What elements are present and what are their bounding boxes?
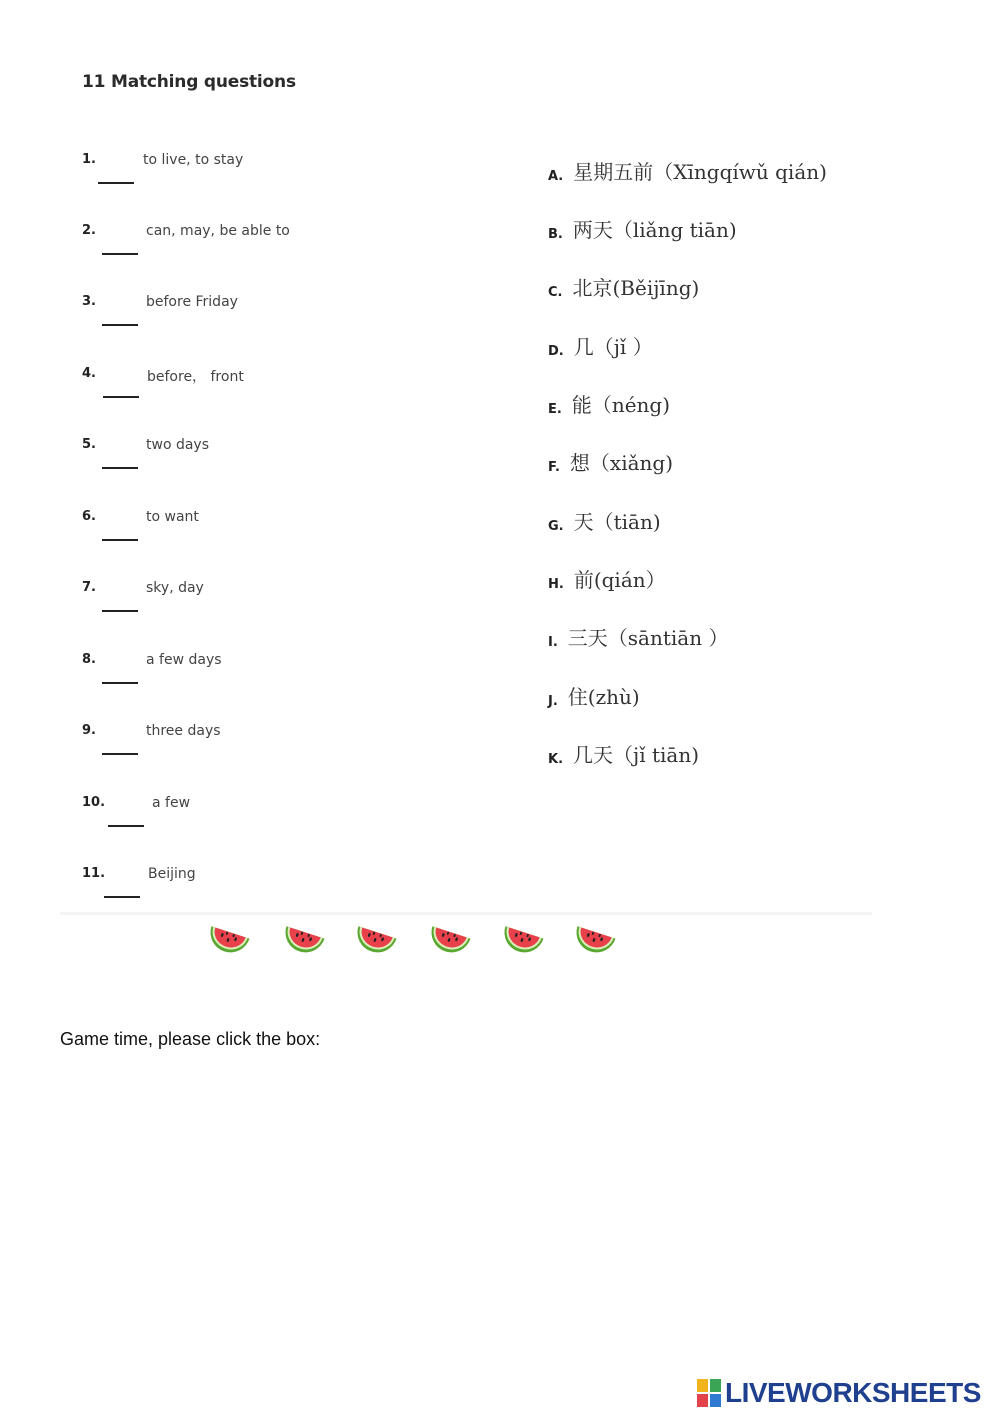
question-text: Beijing	[148, 866, 196, 882]
question-3	[82, 294, 482, 334]
question-number: 8.	[82, 652, 96, 667]
watermelon-icon	[205, 920, 251, 960]
answer-blank-3[interactable]	[102, 308, 138, 326]
question-text: a few days	[146, 652, 222, 668]
option-g	[548, 506, 661, 535]
answer-blank-7[interactable]	[102, 594, 138, 612]
option-text: 两天（liǎng tiān)	[572, 218, 737, 242]
option-text: 住(zhù)	[567, 685, 640, 709]
option-text: 天（tiān)	[573, 510, 661, 534]
page-title: 11 Matching questions	[82, 72, 296, 92]
option-text: 几天（jǐ tiān)	[573, 743, 700, 767]
option-text: 几（jǐ ）	[573, 335, 653, 359]
option-a	[548, 156, 827, 185]
question-4	[82, 366, 482, 406]
option-text: 想（xiǎng)	[569, 451, 674, 475]
option-text: 三天（sāntiān ）	[567, 626, 729, 650]
answer-blank-5[interactable]	[102, 451, 138, 469]
question-text: to live, to stay	[143, 152, 244, 168]
option-letter: E.	[548, 402, 562, 417]
answer-blank-6[interactable]	[102, 523, 138, 541]
option-i	[548, 622, 728, 651]
option-letter: C.	[548, 285, 563, 300]
option-text: 前(qián）	[573, 568, 666, 592]
question-text: can, may, be able to	[146, 223, 290, 239]
question-number: 10.	[82, 795, 106, 810]
option-letter: I.	[548, 635, 558, 650]
game-instruction: Game time, please click the box:	[60, 1029, 321, 1049]
option-f	[548, 447, 673, 476]
option-text: 能（néng)	[571, 393, 671, 417]
section-divider	[60, 912, 872, 915]
answer-blank-2[interactable]	[102, 237, 138, 255]
option-b	[548, 214, 737, 243]
question-text: before， front	[147, 369, 244, 385]
question-text: sky, day	[146, 580, 204, 596]
watermelon-icon	[426, 920, 472, 960]
option-letter: K.	[548, 752, 564, 767]
question-text: before Friday	[146, 294, 238, 310]
watermelon-icon	[280, 920, 326, 960]
question-10	[82, 795, 482, 835]
option-letter: G.	[548, 519, 564, 534]
option-letter: D.	[548, 344, 564, 359]
option-text: 北京(Běijīng)	[572, 276, 700, 300]
answer-blank-9[interactable]	[102, 737, 138, 755]
question-number: 9.	[82, 723, 96, 738]
option-text: 星期五前（Xīngqíwǔ qián)	[573, 160, 827, 184]
option-letter: H.	[548, 577, 564, 592]
question-text: to want	[146, 509, 199, 525]
logo-text: LIVEWORKSHEETS	[725, 1377, 981, 1408]
question-2	[82, 223, 482, 263]
option-letter: J.	[548, 694, 558, 709]
question-number: 11.	[82, 866, 106, 881]
question-text: two days	[146, 437, 209, 453]
question-7	[82, 580, 482, 620]
option-letter: F.	[548, 460, 560, 475]
question-6	[82, 509, 482, 549]
question-11	[82, 866, 482, 906]
option-e	[548, 389, 670, 418]
option-j	[548, 681, 640, 710]
logo-mark-icon	[697, 1379, 721, 1407]
answer-blank-4[interactable]	[103, 380, 139, 398]
question-text: a few	[152, 795, 191, 811]
watermelon-icon	[352, 920, 398, 960]
answer-blank-11[interactable]	[104, 880, 140, 898]
watermelon-icon	[499, 920, 545, 960]
liveworksheets-logo	[697, 1377, 981, 1409]
question-text: three days	[146, 723, 221, 739]
question-1	[82, 152, 482, 192]
option-c	[548, 272, 699, 301]
question-number: 3.	[82, 294, 96, 309]
answer-blank-1[interactable]	[98, 166, 134, 184]
option-letter: B.	[548, 227, 563, 242]
question-8	[82, 652, 482, 692]
answer-blank-10[interactable]	[108, 809, 144, 827]
answer-blank-8[interactable]	[102, 666, 138, 684]
question-number: 2.	[82, 223, 96, 238]
question-number: 6.	[82, 509, 96, 524]
question-number: 5.	[82, 437, 96, 452]
question-number: 7.	[82, 580, 96, 595]
option-d	[548, 331, 653, 360]
question-5	[82, 437, 482, 477]
watermelon-icon	[571, 920, 617, 960]
option-h	[548, 564, 666, 593]
option-letter: A.	[548, 169, 564, 184]
question-9	[82, 723, 482, 763]
question-number: 4.	[82, 366, 96, 381]
option-k	[548, 739, 699, 768]
question-number: 1.	[82, 152, 96, 167]
